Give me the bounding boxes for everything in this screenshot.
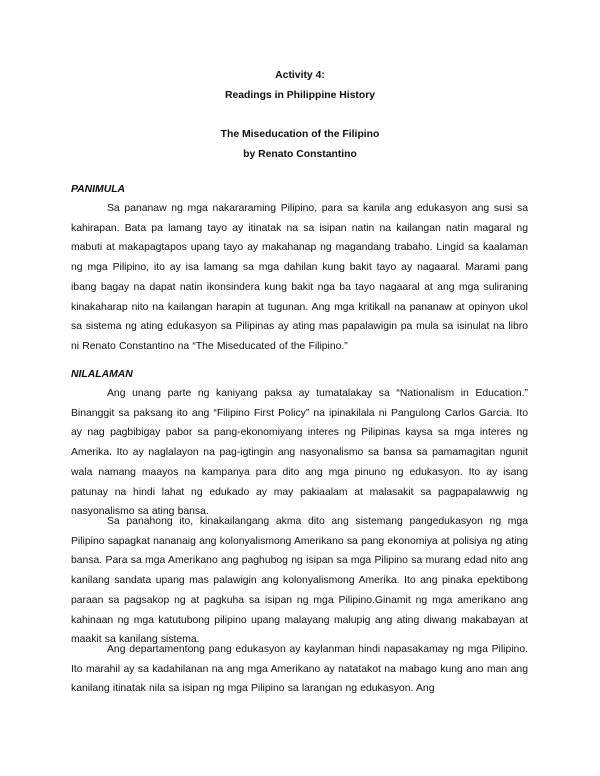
nilalaman-paragraph-1: Ang unang parte ng kaniyang paksa ay tumatalakay sa “Nationalism in Education.” Binanggit sa paksang ito ang “Filipino First Policy” na ipinakilala ni Pangulong Carlos Garcia. Ito ay nag pagbibigay pabor sa pang-ekonomiyang interes ng Pilipinas kaysa sa mga interes ng Amerika. Ito ay naglalayon na pag-igtingin ang nasyonalismo sa bansa sa pamamagitan ngunit wala namang maayos na kampanya para dito ang mga pinuno ng edukasyon. Ito ay isang patunay na hindi lahat ng edukado ay may pakiaalam at malasakit sa pagpapalawwig ng nasyonalismo sa ating bansa. xyxy=(71,388,528,518)
nilalaman-paragraph-3: Ang departamentong pang edukasyon ay kaylanman hindi napasakamay ng mga Pilipino. Ito marahil ay sa kadahilanan na ang mga Amerikano ay natatakot na mabago kung ano man ang kanilang itinatak nila sa isipan ng mga Pilipino sa larangan ng edukasyon. Ang xyxy=(71,644,528,695)
activity-subtitle: Readings in Philippine History xyxy=(224,90,376,101)
article-author: by Renato Constantino xyxy=(243,149,357,160)
panimula-paragraph: Sa pananaw ng mga nakararaming Pilipino, para sa kanila ang edukasyon ang susi sa kahirapan. Bata pa lamang tayo ay itinatak na sa isipan natin na kailangan natin magaral ng mabuti at makapagtapos upang tayo ay makahanap ng magandang trabaho. Lingid sa kaalaman ng mga Pilipino, ito ay isa lamang sa mga dahilan kung bakit tayo ay nagaaral. Marami pang ibang bagay na dapat natin ikonsindera kung bakit nga ba tayo nagaaral at ang mga suliraning kinakaharap nito na kailangan harapin at tugunan. Ang mga kritikall na pananaw at opinyon ukol sa sistema ng ating edukasyon sa Pilipinas ay ating mas papalawigin pa mula sa isinulat na libro ni Renato Constantino na “The Miseducated of the Filipino.” xyxy=(71,203,528,352)
activity-title: Activity 4: xyxy=(275,70,325,81)
nilalaman-paragraph-2: Sa panahong ito, kinakailangang akma dito ang sistemang pangedukasyon ng mga Pilipino sapagkat nananaig ang kolonyalismong Amerikano sa pang ekonomiya at polisiya ng ating bansa. Para sa mga Amerikano ang paghubog ng isipan sa mga Pilipino sa murang edad nito ang kanilang sandata upang mas palawigin ang kolonyalismong Amerika. Ito ang pinaka epektibong paraan sa pagsakop ng at pagkuha sa isipan ng mga Pilipino.Ginamit ng mga amerikano ang kahinaan ng mga katutubong pilipino upang malayang malupig ang ating diwang makabayan at maakit sa kanilang sistema. xyxy=(71,516,528,646)
article-title: The Miseducation of the Filipino xyxy=(220,129,380,140)
section-heading-nilalaman: NILALAMAN xyxy=(71,369,133,380)
section-heading-panimula: PANIMULA xyxy=(71,184,126,195)
